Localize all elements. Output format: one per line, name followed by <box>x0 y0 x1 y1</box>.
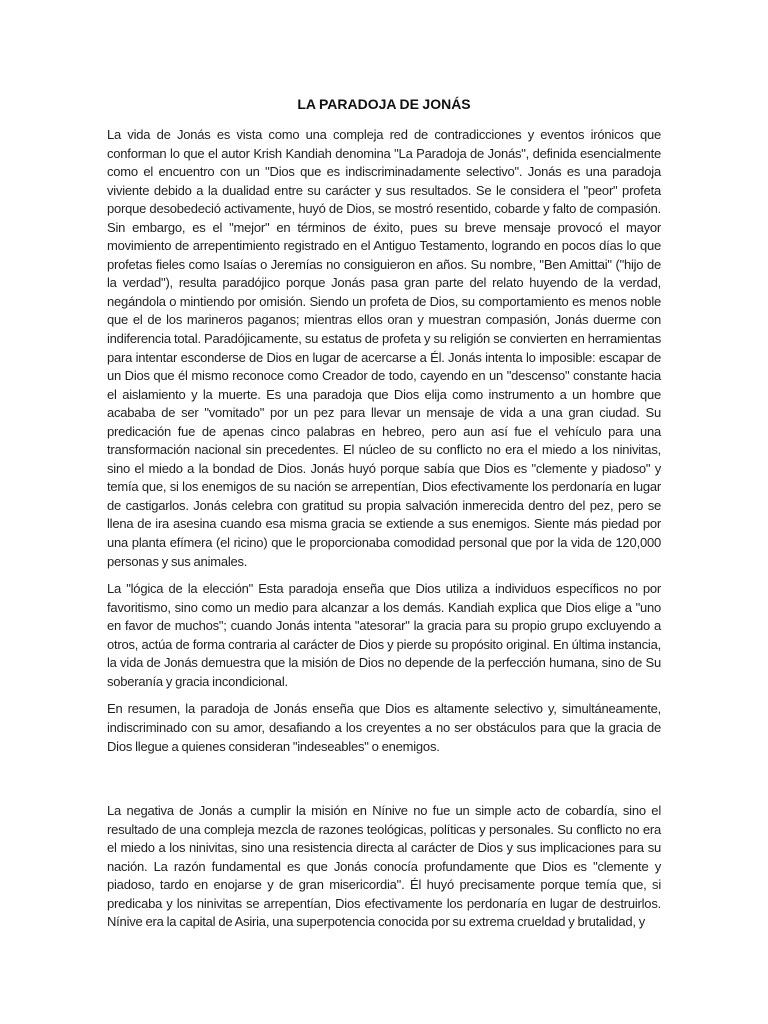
paragraph-logic-of-election: La "lógica de la elección" Esta paradoja enseña que Dios utiliza a individuos específicos no por favoritismo, sino como un medio para alcanzar a los demás. Kandiah explica que Dios elige a "uno en favor de muchos"; cuando Jonás intenta "atesorar" la gracia para su propio grupo excluyendo a otros, actúa de forma contraria al carácter de Dios y pierde su propósito original. En última instancia, la vida de Jonás demuestra que la misión de Dios no depende de la perfección humana, sino de Su soberanía y gracia incondicional. <box>107 581 661 689</box>
document-title: LA PARADOJA DE JONÁS <box>297 96 471 112</box>
paragraph-summary: En resumen, la paradoja de Jonás enseña que Dios es altamente selectivo y, simultáneamente, indiscriminado con su amor, desafiando a los creyentes a no ser obstáculos para que la gracia de Dios llegue a quienes consideran "indeseables" o enemigos. <box>107 701 661 754</box>
paragraph-refusal-nineveh: La negativa de Jonás a cumplir la misión en Nínive no fue un simple acto de cobardía, sino el resultado de una compleja mezcla de razones teológicas, políticas y personales. Su conflicto no era el miedo a los ninivitas, sino una resistencia directa al carácter de Dios y sus implicaciones para su nación. La razón fundamental es que Jonás conocía profundamente que Dios es "clemente y piadoso, tardo en enojarse y de gran misericordia". Él huyó precisamente porque temía que, si predicaba y los ninivitas se arrepentían, Dios efectivamente los perdonaría en lugar de destruirlos. Nínive era la capital de Asiria, una superpotencia conocida por su extrema crueldad y brutalidad, y <box>107 803 661 930</box>
document-page <box>107 0 661 932</box>
paragraph-paradox-overview: La vida de Jonás es vista como una compleja red de contradicciones y eventos irónicos que conforman lo que el autor Krish Kandiah denomina "La Paradoja de Jonás", definida esencialmente como el encuentro con un "Dios que es indiscriminadamente selectivo". Jonás es una paradoja viviente debido a la dualidad entre su carácter y sus resultados. Se le considera el "peor" profeta porque desobedeció activamente, huyó de Dios, se mostró resentido, cobarde y falto de compasión. Sin embargo, es el "mejor" en términos de éxito, pues su breve mensaje provocó el mayor movimiento de arrepentimiento registrado en el Antiguo Testamento, logrando en pocos días lo que profetas fieles como Isaías o Jeremías no consiguieron en años. Su nombre, "Ben Amittai" ("hijo de la verdad"), resulta paradójico porque Jonás pasa gran parte del relato huyendo de la verdad, negándola o mintiendo por omisión. Siendo un profeta de Dios, su comportamiento es menos noble que el de los marineros paganos; mientras ellos oran y muestran compasión, Jonás duerme con indiferencia total. Paradójicamente, su estatus de profeta y su religión se convierten en herramientas para intentar esconderse de Dios en lugar de acercarse a Él. Jonás intenta lo imposible: escapar de un Dios que él mismo reconoce como Creador de todo, cayendo en un "descenso" constante hacia el aislamiento y la muerte. Es una paradoja que Dios elija como instrumento a un hombre que acababa de ser "vomitado" por un pez para llevar un mensaje de vida a una gran ciudad. Su predicación fue de apenas cinco palabras en hebreo, pero aun así fue el vehículo para una transformación nacional sin precedentes. El núcleo de su conflicto no era el miedo a los ninivitas, sino el miedo a la bondad de Dios. Jonás huyó porque sabía que Dios es "clemente y piadoso" y temía que, si los enemigos de su nación se arrepentían, Dios efectivamente los perdonaría en lugar de castigarlos. Jonás celebra con gratitud su propia salvación inmerecida dentro del pez, pero se llena de ira asesina cuando esa misma gracia se extiende a sus enemigos. Siente más piedad por una planta efímera (el ricino) que le proporcionaba comodidad personal que por la vida de 120,000 personas y sus animales. <box>107 127 661 569</box>
